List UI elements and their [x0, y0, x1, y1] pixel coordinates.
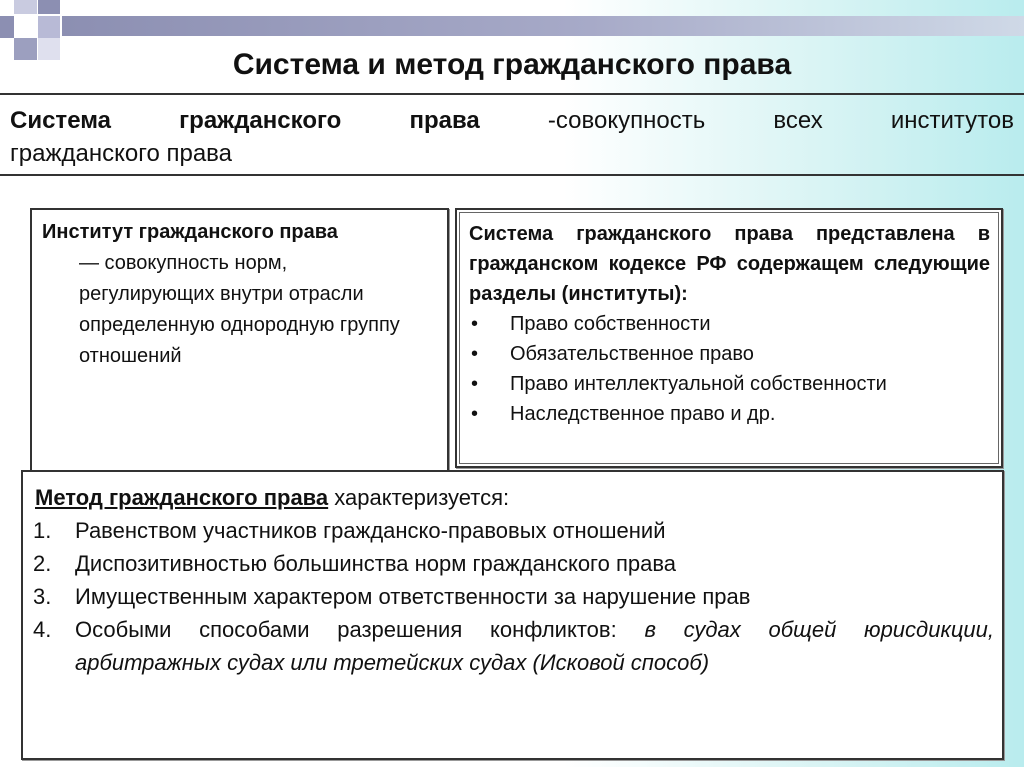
list-item: [23, 514, 1002, 547]
definition-word-4: -совокупность: [547, 107, 706, 134]
decor-square-5: [38, 16, 60, 38]
list-item-text: Имущественным характером ответственности за нарушение прав: [75, 584, 751, 609]
slide-title: Система и метод гражданского права: [232, 48, 792, 81]
institute-box: [30, 208, 449, 476]
system-heading: Система гражданского права представлена в гражданском кодексе РФ содержащем следующие разделы (институты):: [469, 223, 990, 305]
list-item: [471, 309, 998, 339]
header-accent-bar: [62, 16, 1024, 36]
definition-term-word-2: гражданского: [179, 107, 342, 134]
definition-word-6: институтов: [890, 107, 1014, 134]
method-heading: [35, 481, 1002, 514]
list-item-label: Наследственное право и др.: [510, 403, 776, 425]
institute-body: — совокупность норм, регулирующих внутри отрасли определенную однородную группу отношений: [79, 252, 400, 367]
bullet-icon: •: [471, 373, 479, 395]
bullet-icon: •: [471, 343, 479, 365]
list-item: [23, 580, 1002, 613]
system-box-inner-border: [459, 212, 999, 464]
definition-divider: [0, 174, 1024, 176]
list-item-text: Диспозитивностью большинства норм гражданского права: [75, 551, 677, 576]
list-item-italic-text: в судах общей юрисдикции, арбитражных судах или третейских судах (Исковой способ): [75, 617, 994, 675]
list-item-number: 1.: [33, 518, 52, 543]
system-sections-list: [460, 309, 998, 429]
definition-line-2: гражданского права: [10, 140, 232, 167]
decor-square-4: [14, 16, 37, 38]
list-item-label: Обязательственное право: [510, 343, 754, 365]
definition-term-word-3: права: [409, 107, 480, 134]
decor-square-2: [38, 0, 60, 14]
method-heading-term: Метод гражданского права: [35, 485, 329, 510]
bullet-icon: •: [471, 313, 479, 335]
decor-square-1: [14, 0, 37, 14]
list-item: [23, 547, 1002, 580]
method-box: [21, 470, 1004, 760]
list-item-label: Право собственности: [510, 313, 711, 335]
definition-word-5: всех: [773, 107, 823, 134]
definition-line-1: [10, 104, 1014, 137]
list-item-number: 2.: [33, 551, 52, 576]
list-item: [23, 613, 1002, 679]
list-item-number: 4.: [33, 617, 52, 642]
title-divider: [0, 93, 1024, 95]
decor-square-3: [0, 16, 14, 38]
list-item-text: Равенством участников гражданско-правовых отношений: [75, 518, 666, 543]
institute-heading: Институт гражданского права: [42, 221, 338, 243]
definition-term-word-1: Система: [10, 107, 112, 134]
list-item-label: Право интеллектуальной собственности: [510, 373, 887, 395]
system-box: [455, 208, 1003, 468]
list-item: [471, 399, 998, 429]
bullet-icon: •: [471, 403, 479, 425]
list-item-text: Особыми способами разрешения конфликтов:: [75, 617, 645, 642]
method-heading-rest: характеризуется:: [328, 485, 510, 510]
list-item-number: 3.: [33, 584, 52, 609]
method-list: [23, 514, 1002, 679]
definition-text: [10, 104, 1014, 170]
list-item: [471, 339, 998, 369]
list-item-text-complex: [75, 613, 1002, 679]
list-item: [471, 369, 998, 399]
